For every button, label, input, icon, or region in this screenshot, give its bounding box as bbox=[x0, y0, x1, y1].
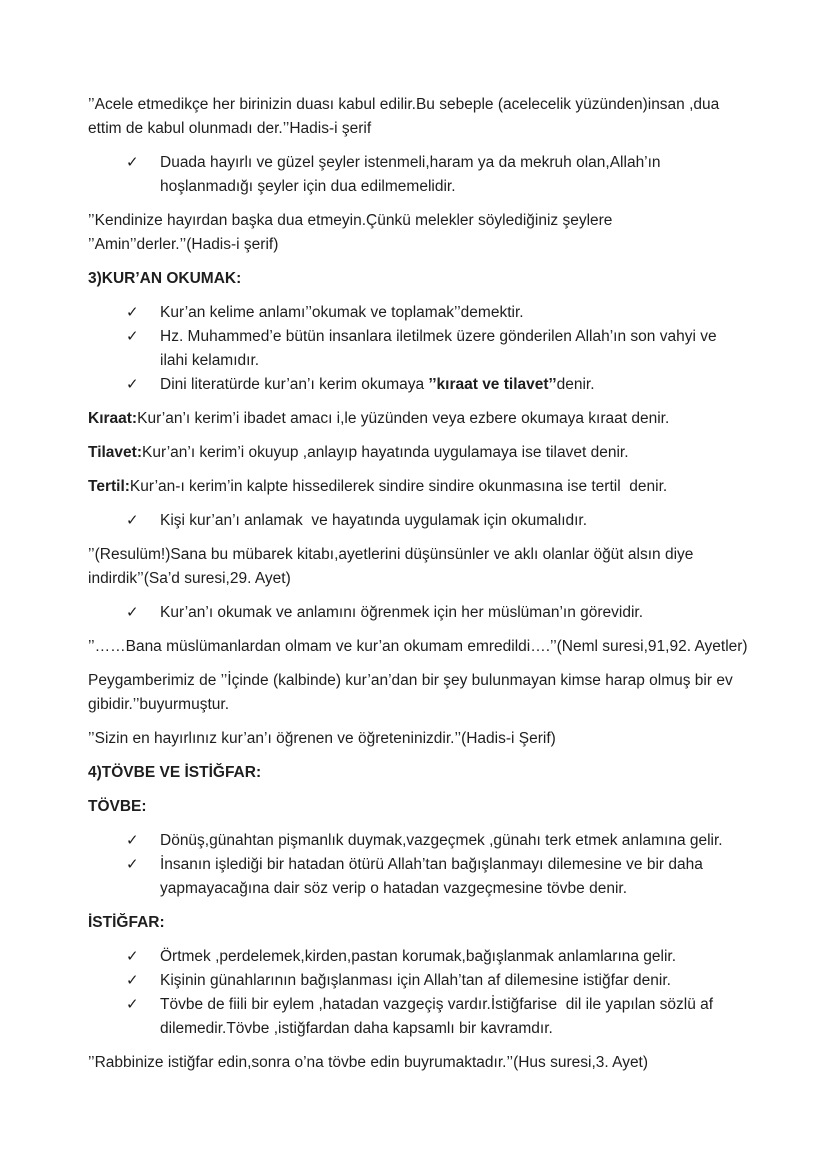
checkmark-icon: ✓ bbox=[126, 972, 139, 989]
section-heading-kuran-okumak: 3)KUR’AN OKUMAK: bbox=[88, 270, 242, 287]
list-item-text: İnsanın işlediği bir hatadan ötürü Allah’tan bağışlanmayı dilemesine ve bir daha yapmayacağına dair söz verip o hatadan vazgeçmesine tövbe denir. bbox=[160, 856, 708, 897]
definition-text: Kur’an-ı kerim’in kalpte hissedilerek sindire sindire okunmasına ise tertil denir. bbox=[129, 478, 668, 495]
checkmark-icon: ✓ bbox=[126, 604, 139, 621]
list-item-text-bold: ’’kıraat ve tilavet’’ bbox=[428, 376, 557, 393]
definition-tertil bbox=[88, 475, 748, 499]
list-item-text: Hz. Muhammed’e bütün insanlara iletilmek üzere gönderilen Allah’ın son vahyi ve ilahi kelamıdır. bbox=[160, 328, 721, 369]
list-item bbox=[88, 829, 748, 853]
checkmark-icon: ✓ bbox=[126, 512, 139, 529]
list-item bbox=[88, 601, 748, 625]
subheading-istigfar: İSTİĞFAR: bbox=[88, 914, 165, 931]
list-item-text-post: denir. bbox=[556, 376, 595, 393]
definition-text: Kur’an’ı kerim’i ibadet amacı i,le yüzünden veya ezbere okumaya kıraat denir. bbox=[137, 410, 670, 427]
paragraph-hadis-kendinize: ’’Kendinize hayırdan başka dua etmeyin.Çünkü melekler söylediğiniz şeylere ’’Amin’’derler.’’(Hadis-i şerif) bbox=[88, 212, 617, 253]
definition-text: Kur’an’ı kerim’i okuyup ,anlayıp hayatında uygulamaya ise tilavet denir. bbox=[142, 444, 629, 461]
list-item-text: Kişinin günahlarının bağışlanması için Allah’tan af dilemesine istiğfar denir. bbox=[160, 972, 671, 989]
list-item-text: Duada hayırlı ve güzel şeyler istenmeli,haram ya da mekruh olan,Allah’ın hoşlanmadığı şeyler için dua edilmemelidir. bbox=[160, 154, 665, 195]
list-item-text: Dönüş,günahtan pişmanlık duymak,vazgeçmek ,günahı terk etmek anlamına gelir. bbox=[160, 832, 723, 849]
list-item bbox=[88, 325, 748, 373]
checkmark-icon: ✓ bbox=[126, 376, 139, 393]
bullet-list-kisi bbox=[88, 509, 748, 533]
list-item bbox=[88, 945, 748, 969]
bullet-list-dua bbox=[88, 151, 748, 199]
bullet-list-tovbe bbox=[88, 829, 748, 901]
checkmark-icon: ✓ bbox=[126, 154, 139, 171]
paragraph-ayet-neml: ’’……Bana müslümanlardan olmam ve kur’an okumam emredildi….’’(Neml suresi,91,92. Ayetler) bbox=[88, 638, 748, 655]
checkmark-icon: ✓ bbox=[126, 328, 139, 345]
definition-tilavet bbox=[88, 441, 748, 465]
checkmark-icon: ✓ bbox=[126, 996, 139, 1013]
list-item-text: Kur’an kelime anlamı’’okumak ve toplamak’’demektir. bbox=[160, 304, 524, 321]
checkmark-icon: ✓ bbox=[126, 304, 139, 321]
list-item-text: Tövbe de fiili bir eylem ,hatadan vazgeçiş vardır.İstiğfarise dil ile yapılan sözlü af dilemedir.Tövbe ,istiğfardan daha kapsamlı bir kavramdır. bbox=[160, 996, 718, 1037]
list-item-text: Örtmek ,perdelemek,kirden,pastan korumak,bağışlanmak anlamlarına gelir. bbox=[160, 948, 677, 965]
checkmark-icon: ✓ bbox=[126, 948, 139, 965]
list-item bbox=[88, 373, 748, 397]
definition-term: Tilavet: bbox=[88, 444, 142, 461]
checkmark-icon: ✓ bbox=[126, 856, 139, 873]
list-item bbox=[88, 853, 748, 901]
paragraph-peygamberimiz: Peygamberimiz de ’’İçinde (kalbinde) kur’an’dan bir şey bulunmayan kimse harap olmuş bir ev gibidir.’’buyurmuştur. bbox=[88, 672, 738, 713]
paragraph-ayet-rabbinize: ’’Rabbinize istiğfar edin,sonra o’na tövbe edin buyrumaktadır.’’(Hus suresi,3. Ayet) bbox=[88, 1054, 649, 1071]
list-item bbox=[88, 509, 748, 533]
list-item bbox=[88, 301, 748, 325]
section-heading-tovbe-istigfar: 4)TÖVBE VE İSTİĞFAR: bbox=[88, 764, 262, 781]
paragraph-hadis-hayirliniz: ’’Sizin en hayırlınız kur’an’ı öğrenen ve öğreteninizdir.’’(Hadis-i Şerif) bbox=[88, 730, 556, 747]
checkmark-icon: ✓ bbox=[126, 832, 139, 849]
definition-term: Tertil: bbox=[88, 478, 130, 495]
paragraph-ayet-resulum: ’’(Resulüm!)Sana bu mübarek kitabı,ayetlerini düşünsünler ve aklı olanlar öğüt alsın diye indirdik’’(Sa’d suresi,29. Ayet) bbox=[88, 546, 698, 587]
list-item-text: Kur’an’ı okumak ve anlamını öğrenmek için her müslüman’ın görevidir. bbox=[160, 604, 644, 621]
paragraph-hadis-acele: ’’Acele etmedikçe her birinizin duası kabul edilir.Bu sebeple (acelecelik yüzünden)insan ,dua ettim de kabul olunmadı der.’’Hadis-i şerif bbox=[88, 96, 724, 137]
list-item bbox=[88, 151, 748, 199]
definition-kiraat bbox=[88, 407, 748, 431]
document-content bbox=[88, 93, 748, 1075]
subheading-tovbe: TÖVBE: bbox=[88, 798, 147, 815]
bullet-list-istigfar bbox=[88, 945, 748, 1041]
list-item-text bbox=[160, 373, 748, 397]
list-item-text-pre: Dini literatürde kur’an’ı kerim okumaya bbox=[160, 376, 429, 393]
definition-term: Kıraat: bbox=[88, 410, 138, 427]
list-item bbox=[88, 993, 748, 1041]
list-item-text: Kişi kur’an’ı anlamak ve hayatında uygulamak için okumalıdır. bbox=[160, 512, 588, 529]
list-item bbox=[88, 969, 748, 993]
bullet-list-kuran bbox=[88, 301, 748, 397]
bullet-list-gorev bbox=[88, 601, 748, 625]
